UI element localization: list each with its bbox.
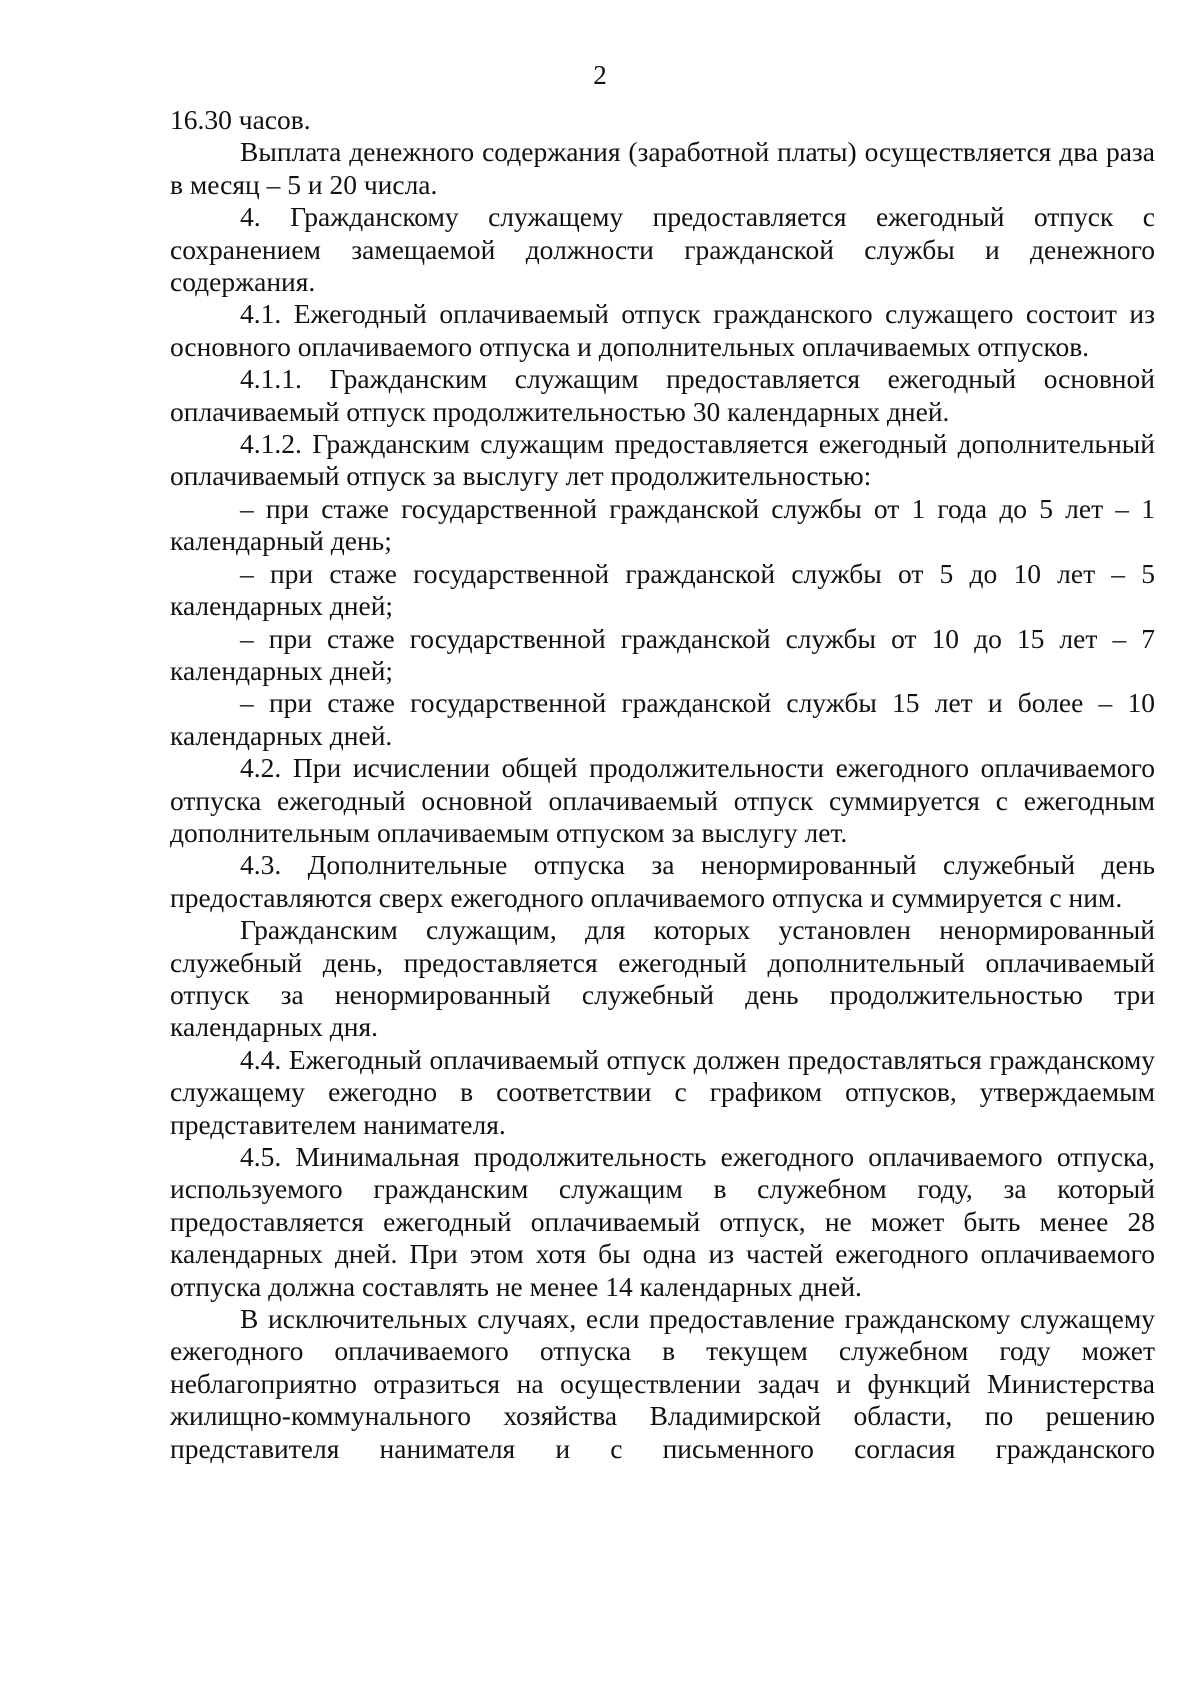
paragraph-4-5: 4.5. Минимальная продолжительность ежегодного оплачиваемого отпуска, используемого гражданским служащим в служебном году, за который предоставляется ежегодный оплачиваемый отпуск, не может быть менее 28 календарных дней. При этом хотя бы одна из частей ежегодного оплачиваемого отпуска должна составлять не менее 14 календарных дней. [170,1141,1155,1302]
paragraph-4: 4. Гражданскому служащему предоставляется ежегодный отпуск с сохранением замещаемой должности гражданской службы и денежного содержания. [170,201,1155,298]
list-item-seniority-15-plus: – при стаже государственной гражданской службы 15 лет и более – 10 календарных дней. [170,687,1155,751]
paragraph-exceptional-cases: В исключительных случаях, если предоставление гражданскому служащему ежегодного оплачиваемого отпуска в текущем служебном году может неблагоприятно отразиться на осуществлении задач и функций Министерства жилищно-коммунального хозяйства Владимирской области, по решению представителя нанимателя и с письменного согласия гражданского [170,1303,1155,1464]
paragraph-4-4: 4.4. Ежегодный оплачиваемый отпуск должен предоставляться гражданскому служащему ежегодно в соответствии с графиком отпусков, утверждаемым представителем нанимателя. [170,1043,1155,1140]
paragraph-salary-payment: Выплата денежного содержания (заработной платы) осуществляется два раза в месяц – 5 и 20 числа. [170,136,1155,200]
page-number: 2 [593,60,607,90]
paragraph-4-1: 4.1. Ежегодный оплачиваемый отпуск гражданского служащего состоит из основного оплачиваемого отпуска и дополнительных оплачиваемых отпусков. [170,298,1155,362]
paragraph-4-2: 4.2. При исчислении общей продолжительности ежегодного оплачиваемого отпуска ежегодный основной оплачиваемый отпуск суммируется с ежегодным дополнительным оплачиваемым отпуском за выслугу лет. [170,752,1155,848]
paragraph-continuation: 16.30 часов. [170,104,311,135]
paragraph-irregular-day: Гражданским служащим, для которых установлен ненормированный служебный день, предоставляется ежегодный дополнительный оплачиваемый отпуск за ненормированный служебный день продолжительностью три календарных дня. [170,914,1155,1043]
paragraph-4-3: 4.3. Дополнительные отпуска за ненормированный служебный день предоставляются сверх ежегодного оплачиваемого отпуска и суммируется с ним. [170,849,1155,913]
list-item-seniority-5-10: – при стаже государственной гражданской службы от 5 до 10 лет – 5 календарных дней; [170,557,1155,622]
list-item-seniority-10-15: – при стаже государственной гражданской службы от 10 до 15 лет – 7 календарных дней; [170,622,1155,686]
document-body [170,104,1155,1465]
paragraph-4-1-1: 4.1.1. Гражданским служащим предоставляется ежегодный основной оплачиваемый отпуск продолжительностью 30 календарных дней. [170,363,1155,427]
paragraph-4-1-2: 4.1.2. Гражданским служащим предоставляется ежегодный дополнительный оплачиваемый отпуск за выслугу лет продолжительностью: [170,428,1155,492]
list-item-seniority-1-5: – при стаже государственной гражданской службы от 1 года до 5 лет – 1 календарный день; [170,492,1155,557]
